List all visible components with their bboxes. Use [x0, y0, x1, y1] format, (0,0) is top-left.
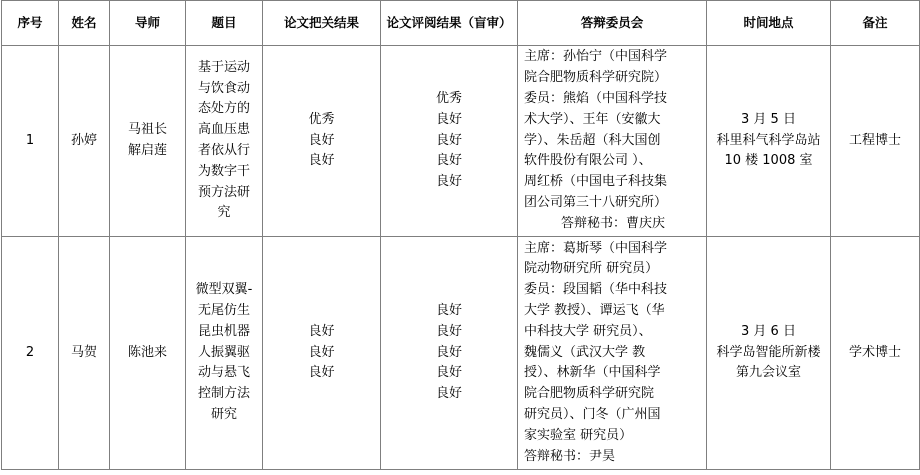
- cell-name: 孙婷: [59, 46, 110, 237]
- header-topic: 题目: [186, 1, 263, 46]
- header-name: 姓名: [59, 1, 110, 46]
- header-row: [2, 1, 920, 46]
- cell-time-place: 3 月 5 日 科里科气科学岛站 10 楼 1008 室: [707, 46, 831, 237]
- cell-note: 学术博士: [831, 237, 920, 470]
- header-time-place: 时间地点: [707, 1, 831, 46]
- cell-review-result: 良好 良好 良好 良好 良好: [381, 237, 518, 470]
- table-row: [2, 237, 920, 470]
- header-check-result: 论文把关结果: [263, 1, 381, 46]
- cell-committee: 主席：孙怡宁（中国科学 院合肥物质科学研究院） 委员：熊焰（中国科学技 术大学）、王年（安徽大 学）、朱岳超（科大国创 软件股份有限公司 ）、 周红桥（中国电子科技集 团公司第三十八研究所） 答辩秘书：曹庆庆: [518, 46, 707, 237]
- header-no: 序号: [2, 1, 59, 46]
- cell-name: 马贺: [59, 237, 110, 470]
- header-committee: 答辩委员会: [518, 1, 707, 46]
- defense-schedule-table: [1, 0, 920, 470]
- cell-advisor: 马祖长 解启莲: [110, 46, 186, 237]
- cell-no: 1: [2, 46, 59, 237]
- cell-check-result: 优秀 良好 良好: [263, 46, 381, 237]
- cell-review-result: 优秀 良好 良好 良好 良好: [381, 46, 518, 237]
- cell-note: 工程博士: [831, 46, 920, 237]
- table-row: [2, 46, 920, 237]
- header-advisor: 导师: [110, 1, 186, 46]
- cell-advisor: 陈池来: [110, 237, 186, 470]
- cell-time-place: 3 月 6 日 科学岛智能所新楼 第九会议室: [707, 237, 831, 470]
- header-review-result: 论文评阅结果（盲审）: [381, 1, 518, 46]
- cell-topic: 微型双翼- 无尾仿生 昆虫机器 人振翼驱 动与悬飞 控制方法 研究: [186, 237, 263, 470]
- cell-no: 2: [2, 237, 59, 470]
- cell-committee: 主席：葛斯琴（中国科学 院动物研究所 研究员） 委员：段国韬（华中科技 大学 教授）、谭运飞（华 中科技大学 研究员）、 魏儒义（武汉大学 教 授）、林新华（中国科学 院合肥物质科学研究院 研究员）、门冬（广州国 家实验室 研究员） 答辩秘书：尹昊: [518, 237, 707, 470]
- cell-check-result: 良好 良好 良好: [263, 237, 381, 470]
- header-note: 备注: [831, 1, 920, 46]
- cell-topic: 基于运动 与饮食动 态处方的 高血压患 者依从行 为数字干 预方法研 究: [186, 46, 263, 237]
